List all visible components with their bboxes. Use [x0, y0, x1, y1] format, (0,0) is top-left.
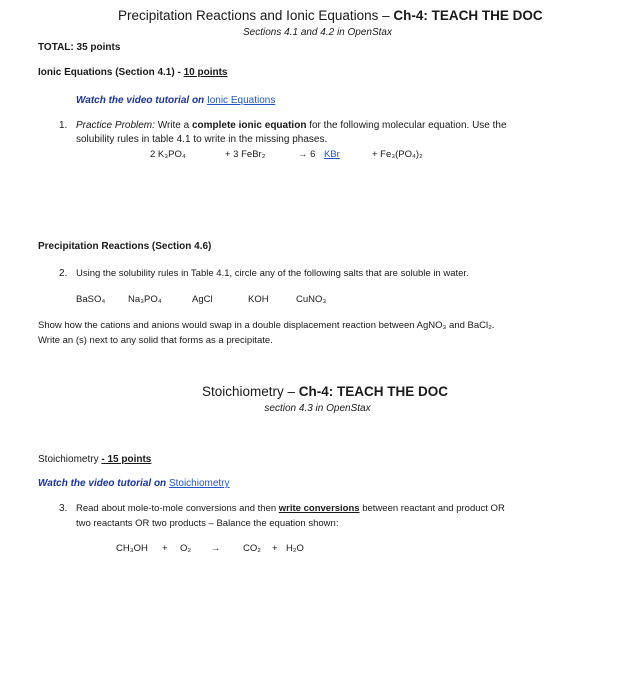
q3-number: 3. — [59, 503, 68, 514]
stoich-heading — [38, 454, 151, 465]
q3-eq-arrow: → — [211, 543, 221, 554]
q3-eq-plus-2: + — [272, 543, 278, 554]
total-points: TOTAL: 35 points — [38, 42, 121, 53]
q3-bold: write conversions — [278, 503, 360, 514]
ionic-equations-link[interactable]: Ionic Equations — [206, 95, 276, 106]
q2-number: 2. — [59, 268, 68, 279]
salt-baso4[interactable]: BaSO₄ — [76, 294, 106, 305]
stoich-subtitle: section 4.3 in OpenStax — [264, 403, 371, 414]
q3-line2: two reactants OR two products – Balance the equation shown: — [76, 518, 339, 529]
q1-bold: complete ionic equation — [191, 120, 307, 131]
q1-equation-product-2: + Fe₃(PO₄)₂ — [372, 149, 423, 160]
q3-text — [76, 503, 505, 514]
q3-part-a: Read about mole-to-mole conversions and then — [76, 503, 279, 514]
swap-instruction-1: Show how the cations and anions would swap in a double displacement reaction between AgNO₃ and BaCl₂. — [38, 320, 495, 331]
q3-eq-o2: O₂ — [180, 543, 192, 554]
stoich-title-text: Stoichiometry – — [202, 384, 299, 399]
stoich-title — [202, 384, 448, 399]
stoich-heading-text: Stoichiometry — [38, 454, 102, 465]
title-bold-text: Ch-4: TEACH THE DOC — [393, 8, 543, 23]
q1-rest: for the following molecular equation. Use the — [306, 120, 507, 131]
q1-mid: Write a — [154, 120, 192, 131]
salt-agcl[interactable]: AgCl — [192, 294, 213, 305]
q1-prefix: Practice Problem: — [76, 120, 155, 131]
q1-equation-reactant-2: + 3 FeBr₂ — [225, 149, 266, 160]
q1-number: 1. — [59, 120, 68, 131]
q3-eq-ch3oh: CH₃OH — [116, 543, 148, 554]
title-text: Precipitation Reactions and Ionic Equations – — [118, 8, 394, 23]
ionic-points: 10 points — [183, 67, 228, 78]
swap-instruction-2: Write an (s) next to any solid that forms as a precipitate. — [38, 335, 273, 346]
q3-eq-plus-1: + — [162, 543, 168, 554]
page-title — [118, 8, 543, 23]
stoich-watch-line — [38, 478, 230, 489]
ionic-heading-text: Ionic Equations (Section 4.1) - — [38, 67, 184, 78]
stoich-watch-prefix: Watch the video tutorial on — [38, 478, 169, 489]
stoichiometry-link[interactable]: Stoichiometry — [168, 478, 230, 489]
q1-equation-reactant-1: 2 K₃PO₄ — [150, 149, 186, 160]
q1-text — [76, 120, 507, 131]
q1-equation-product-1: KBr — [324, 149, 340, 160]
page-subtitle: Sections 4.1 and 4.2 in OpenStax — [243, 27, 392, 38]
ionic-watch-prefix: Watch the video tutorial on — [76, 95, 207, 106]
q1-line2: solubility rules in table 4.1 to write in the missing phases. — [76, 134, 328, 145]
q2-text: Using the solubility rules in Table 4.1, circle any of the following salts that are soluble in water. — [76, 268, 469, 279]
stoich-title-bold: Ch-4: TEACH THE DOC — [298, 384, 449, 399]
q3-eq-h2o: H₂O — [286, 543, 304, 554]
salt-na3po4[interactable]: Na₃PO₄ — [128, 294, 162, 305]
salt-cuno3[interactable]: CuNO₃ — [296, 294, 327, 305]
ionic-heading — [38, 67, 227, 78]
q3-eq-co2: CO₂ — [243, 543, 261, 554]
salt-koh[interactable]: KOH — [248, 294, 269, 305]
precip-heading: Precipitation Reactions (Section 4.6) — [38, 241, 212, 252]
ionic-watch-line — [76, 95, 275, 106]
q3-part-b: between reactant and product OR — [359, 503, 505, 514]
q1-equation-arrow: → 6 — [298, 149, 316, 160]
stoich-points: - 15 points — [101, 454, 152, 465]
